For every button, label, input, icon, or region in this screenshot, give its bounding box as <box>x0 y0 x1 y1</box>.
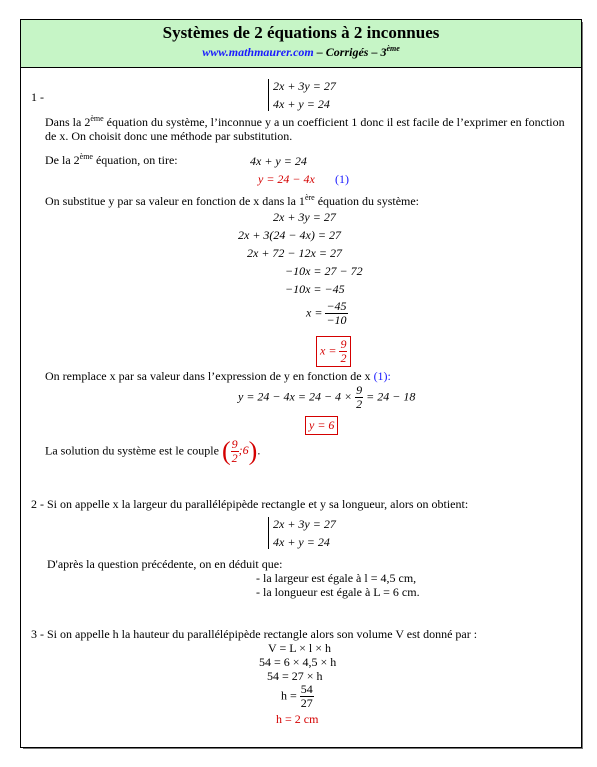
q1-de-la: De la 2ème équation, on tire: <box>45 152 178 167</box>
subtitle-corriges: Corrigés <box>325 45 369 59</box>
q2-largeur: - la largeur est égale à l = 4,5 cm, <box>256 571 417 585</box>
q1-step4: −10x = 27 − 72 <box>285 264 363 278</box>
q2-system-line1: 2x + 3y = 27 <box>273 517 336 531</box>
q1-result-y: y = 6 <box>305 416 338 435</box>
q1-step6-fraction: $\frac{-45}{-10}$ <box>326 299 347 327</box>
q1-step3: 2x + 72 − 12x = 27 <box>247 246 342 260</box>
q1-step1: 2x + 3y = 27 <box>273 210 336 224</box>
subtitle-level: 3 <box>380 45 387 59</box>
q1-system-line2: 4x + y = 24 <box>273 97 330 111</box>
q1-y-calculation: y = 24 − 4x = 24 − 4 × $\frac{9}{2}$ = 24 − 18 <box>238 383 416 411</box>
q2-deduce: D'après la question précédente, on en déduit que: <box>47 557 283 571</box>
q1-result-x: x = $\frac{9}{2}$ <box>316 336 351 367</box>
q3-line1: V = L × l × h <box>268 641 331 655</box>
q1-number: 1 - <box>31 90 44 104</box>
q1-solution: La solution du système est le couple ( $\frac{9}{2}$ ;6). <box>45 436 261 466</box>
q1-eq-a: 4x + y = 24 <box>250 154 307 168</box>
q1-paragraph-line2: de x. On choisit donc une méthode par substitution. <box>45 129 293 143</box>
q1-replace-text: On remplace x par sa valeur dans l’expression de y en fonction de x (1): <box>45 369 391 383</box>
q1-step6: x = $\frac{-45}{-10}$ <box>306 299 347 327</box>
q3-intro: 3 - Si on appelle h la hauteur du parallélépipède rectangle alors son volume V est donné par : <box>31 627 478 641</box>
q3-line2: 54 = 6 × 4,5 × h <box>259 655 337 669</box>
q1-paragraph-line1: Dans la 2ème équation du système, l’inconnue y a un coefficient 1 donc il est facile de l’exprimer en fonction <box>45 114 565 129</box>
q2-system-line2: 4x + y = 24 <box>273 535 330 549</box>
page-title: Systèmes de 2 équations à 2 inconnues <box>162 23 440 42</box>
q3-line4: h = $\frac{54}{27}$ <box>281 682 313 710</box>
q1-substitution-text: On substitue y par sa valeur en fonction de x dans la 1ère équation du système: <box>45 193 420 208</box>
q1-solution-couple: ( $\frac{9}{2}$ ;6) <box>221 436 258 466</box>
q2-intro: 2 - Si on appelle x la largeur du parallélépipède rectangle et y sa longueur, alors on obtient: <box>31 497 469 511</box>
page-subtitle <box>21 44 581 60</box>
subtitle-dash-2: – <box>368 45 381 59</box>
q3-line3: 54 = 27 × h <box>267 669 323 683</box>
q1-step2: 2x + 3(24 − 4x) = 27 <box>238 228 341 242</box>
subtitle-level-sup: ème <box>386 44 400 53</box>
q1-ref-1: (1) <box>335 172 349 186</box>
q2-system-brace <box>268 517 269 549</box>
site-url[interactable]: www.mathmaurer.com <box>202 45 314 59</box>
q1-system-brace <box>268 79 269 111</box>
q2-longueur: - la longueur est égale à L = 6 cm. <box>256 585 420 599</box>
q1-system-line1: 2x + 3y = 27 <box>273 79 336 93</box>
q1-step5: −10x = −45 <box>285 282 345 296</box>
q1-eq-b: y = 24 − 4x <box>258 172 315 186</box>
subtitle-dash: – <box>313 45 326 59</box>
page-header <box>21 20 581 68</box>
q3-result: h = 2 cm <box>276 712 319 726</box>
